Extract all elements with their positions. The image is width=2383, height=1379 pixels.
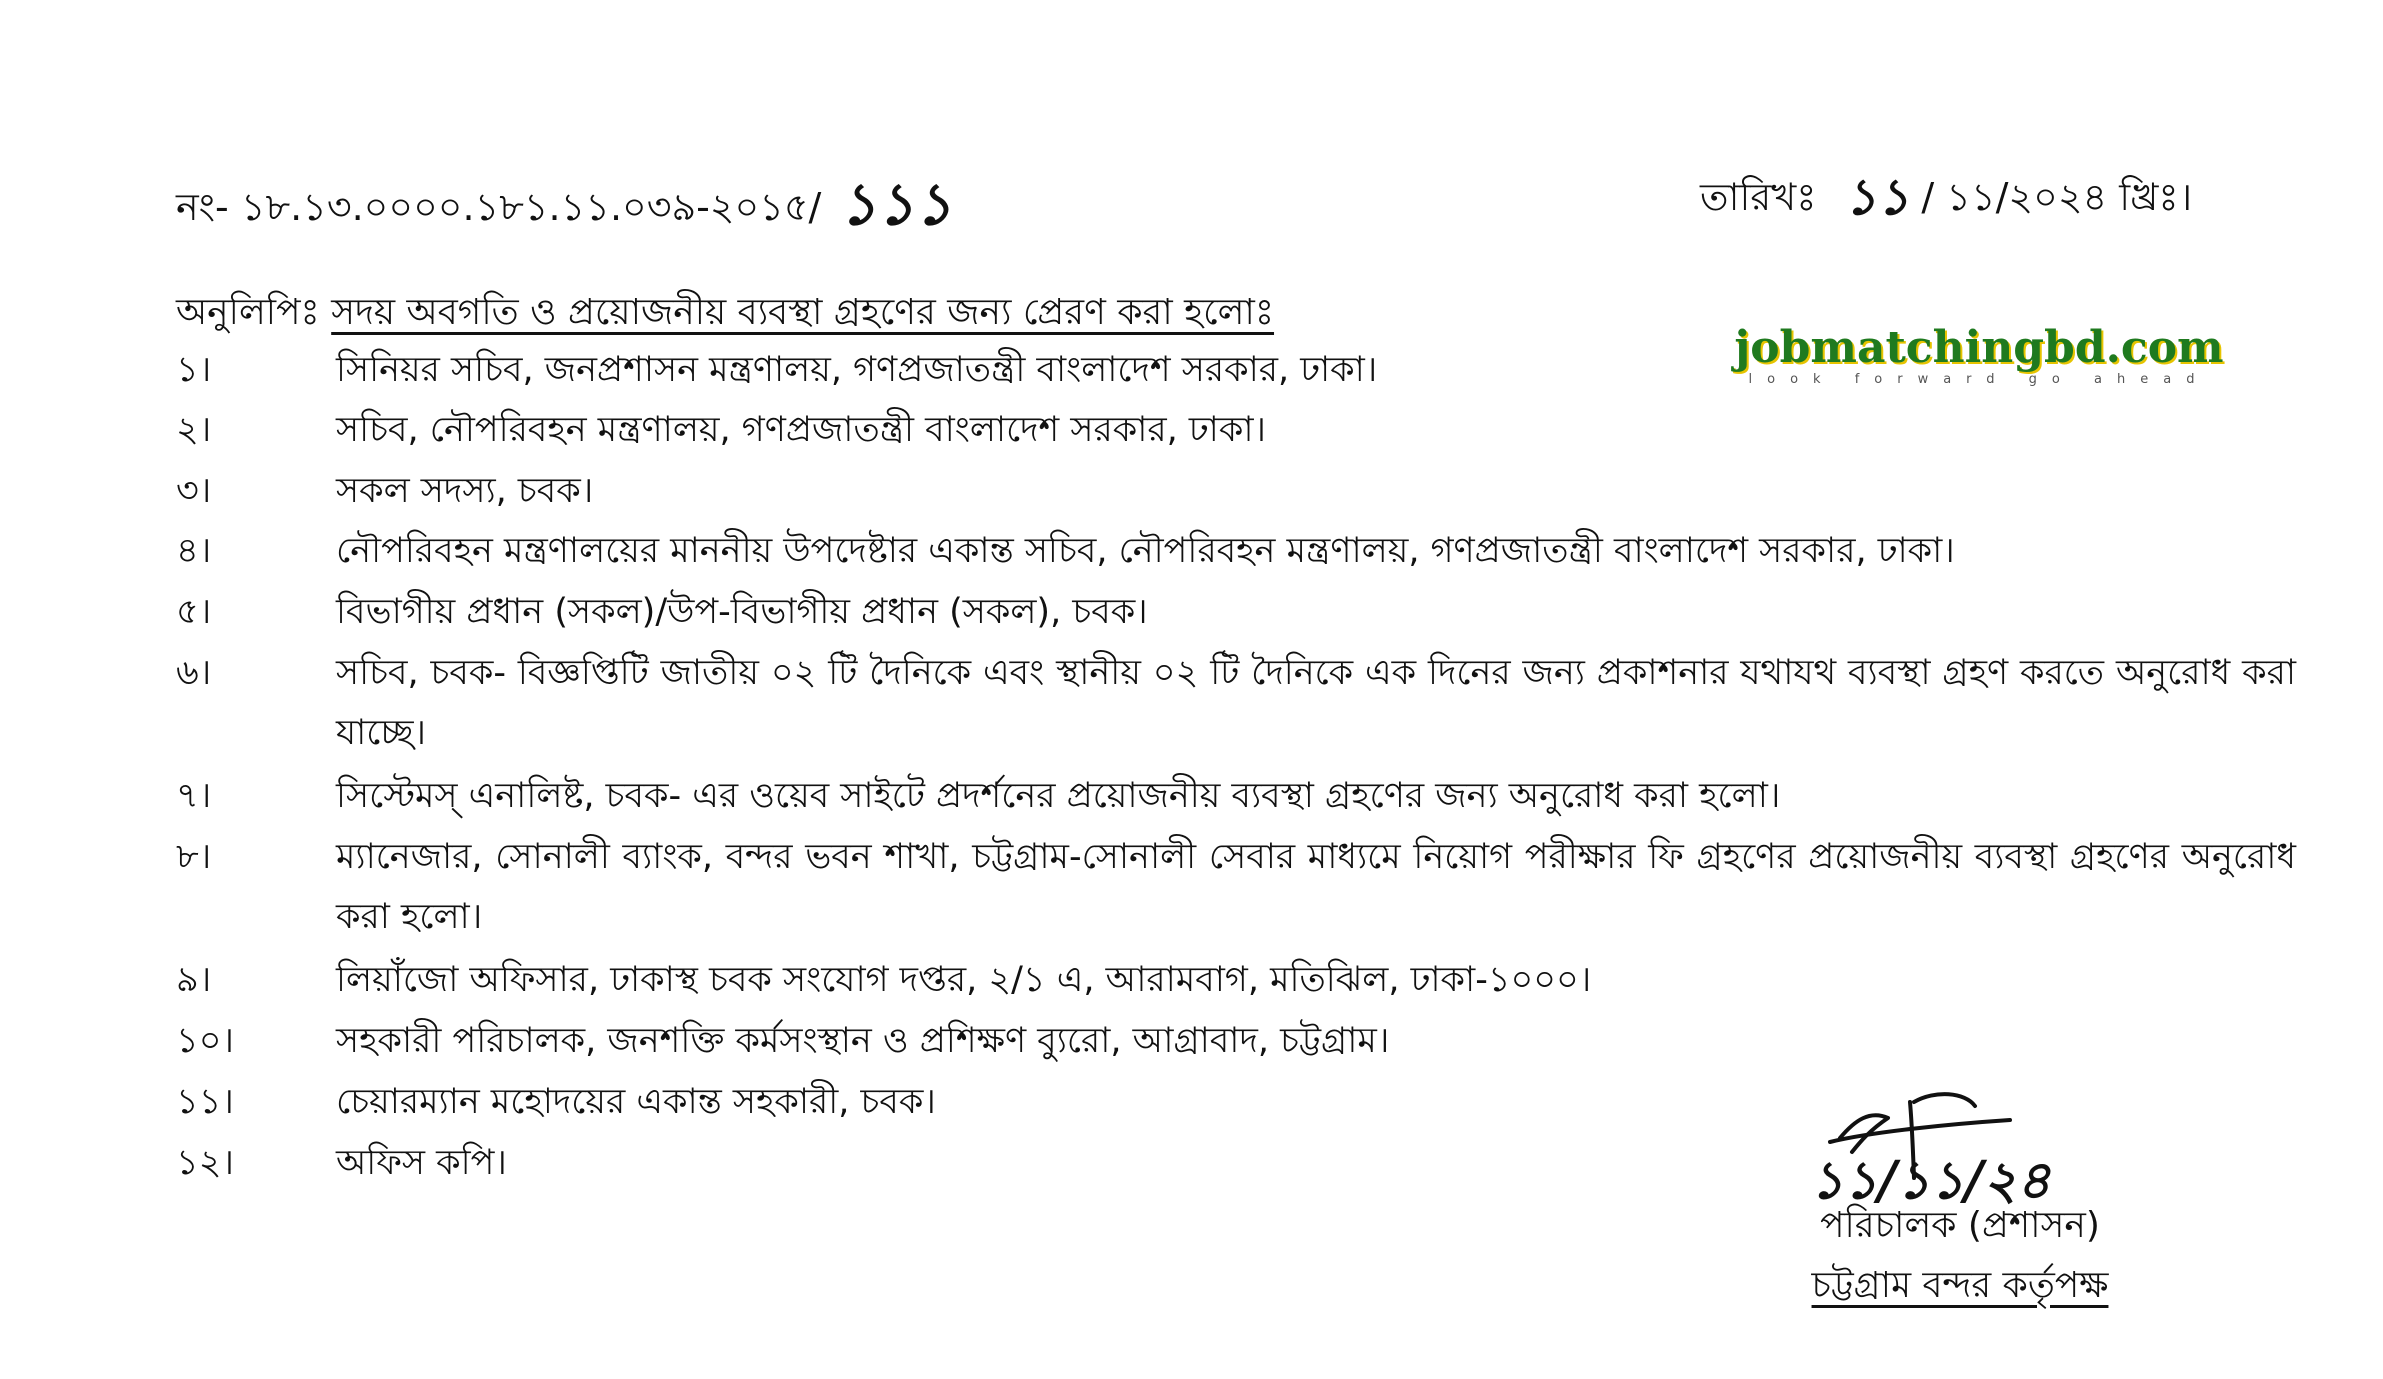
list-item-text: অফিস কপি।	[336, 1143, 507, 1183]
list-item-text: চেয়ারম্যান মহোদয়ের একান্ত সহকারী, চবক।	[336, 1082, 936, 1122]
watermark-tagline: look forward go ahead	[1748, 372, 2210, 387]
date-label: তারিখঃ	[1700, 175, 1817, 219]
list-item-number: ৮।	[176, 837, 212, 877]
list-item-text: সচিব, চবক- বিজ্ঞপ্তিটি জাতীয় ০২ টি দৈনিকে এবং স্থানীয় ০২ টি দৈনিকে এক দিনের জন্য প্রকাশনার যথাযথ ব্যবস্থা গ্রহণ করতে অনুরোধ করা যাচ্ছে।	[336, 653, 2296, 753]
watermark-name: jobmatchingbd.com	[1734, 322, 2224, 373]
list-item-number: ১।	[176, 350, 212, 390]
signatory-organization: চট্টগ্রাম বন্দর কর্তৃপক্ষ	[1811, 1265, 2109, 1306]
list-item-text: সহকারী পরিচালক, জনশক্তি কর্মসংস্থান ও প্রশিক্ষণ ব্যুরো, আগ্রাবাদ, চট্টগ্রাম।	[336, 1021, 1390, 1061]
memo-date	[1700, 160, 2192, 243]
copy-heading-text: সদয় অবগতি ও প্রয়োজনীয় ব্যবস্থা গ্রহণের জন্য প্রেরণ করা হলোঃ	[331, 292, 1275, 333]
list-item-number: ২।	[176, 410, 212, 450]
list-item-text: নৌপরিবহন মন্ত্রণালয়ের মাননীয় উপদেষ্টার একান্ত সচিব, নৌপরিবহন মন্ত্রণালয়, গণপ্রজাতন্ত্রী বাংলাদেশ সরকার, ঢাকা।	[336, 531, 1955, 571]
list-item-number: ৬।	[176, 653, 212, 693]
signatory-title: পরিচালক (প্রশাসন)	[1820, 1205, 2100, 1246]
memo-number-text: নং- ১৮.১৩.০০০০.১৮১.১১.০৩৯-২০১৫/	[176, 185, 822, 229]
list-item-number: ৩।	[176, 471, 212, 511]
list-item-number: ৪।	[176, 531, 212, 571]
list-item-number: ১১।	[176, 1082, 234, 1122]
list-item-text: ম্যানেজার, সোনালী ব্যাংক, বন্দর ভবন শাখা, চট্টগ্রাম-সোনালী সেবার মাধ্যমে নিয়োগ পরীক্ষার ফি গ্রহণের প্রয়োজনীয় ব্যবস্থা গ্রহণের অনুরোধ করা হলো।	[336, 837, 2296, 937]
list-item-number: ৭।	[176, 776, 212, 816]
list-item-text: সকল সদস্য, চবক।	[336, 471, 594, 511]
memo-number-handwritten: ১১১	[839, 170, 953, 238]
date-day-handwritten: ১১	[1844, 167, 1910, 226]
list-item-number: ৫।	[176, 592, 212, 632]
copy-heading	[176, 285, 1274, 345]
list-item-number: ১২।	[176, 1143, 234, 1183]
date-rest: / ১১/২০২৪ খ্রিঃ।	[1921, 175, 2193, 219]
copy-label: অনুলিপিঃ	[176, 292, 320, 333]
list-item-text: বিভাগীয় প্রধান (সকল)/উপ-বিভাগীয় প্রধান (সকল), চবক।	[336, 592, 1148, 632]
signature-date: ১১/১১/২৪	[1810, 1150, 2051, 1210]
memo-number	[176, 160, 952, 257]
list-item-number: ১০।	[176, 1021, 234, 1061]
list-item-text: সচিব, নৌপরিবহন মন্ত্রণালয়, গণপ্রজাতন্ত্রী বাংলাদেশ সরকার, ঢাকা।	[336, 410, 1266, 450]
list-item-text: লিয়াঁজো অফিসার, ঢাকাস্থ চবক সংযোগ দপ্তর, ২/১ এ, আরামবাগ, মতিঝিল, ঢাকা-১০০০।	[336, 960, 1592, 1000]
list-item-number: ৯।	[176, 960, 212, 1000]
list-item-text: সিস্টেমস্ এনালিষ্ট, চবক- এর ওয়েব সাইটে প্রদর্শনের প্রয়োজনীয় ব্যবস্থা গ্রহণের জন্য অনুরোধ করা হলো।	[336, 776, 1781, 816]
handwritten-signature	[1800, 1080, 2130, 1210]
list-item-text: সিনিয়র সচিব, জনপ্রশাসন মন্ত্রণালয়, গণপ্রজাতন্ত্রী বাংলাদেশ সরকার, ঢাকা।	[336, 350, 1378, 390]
